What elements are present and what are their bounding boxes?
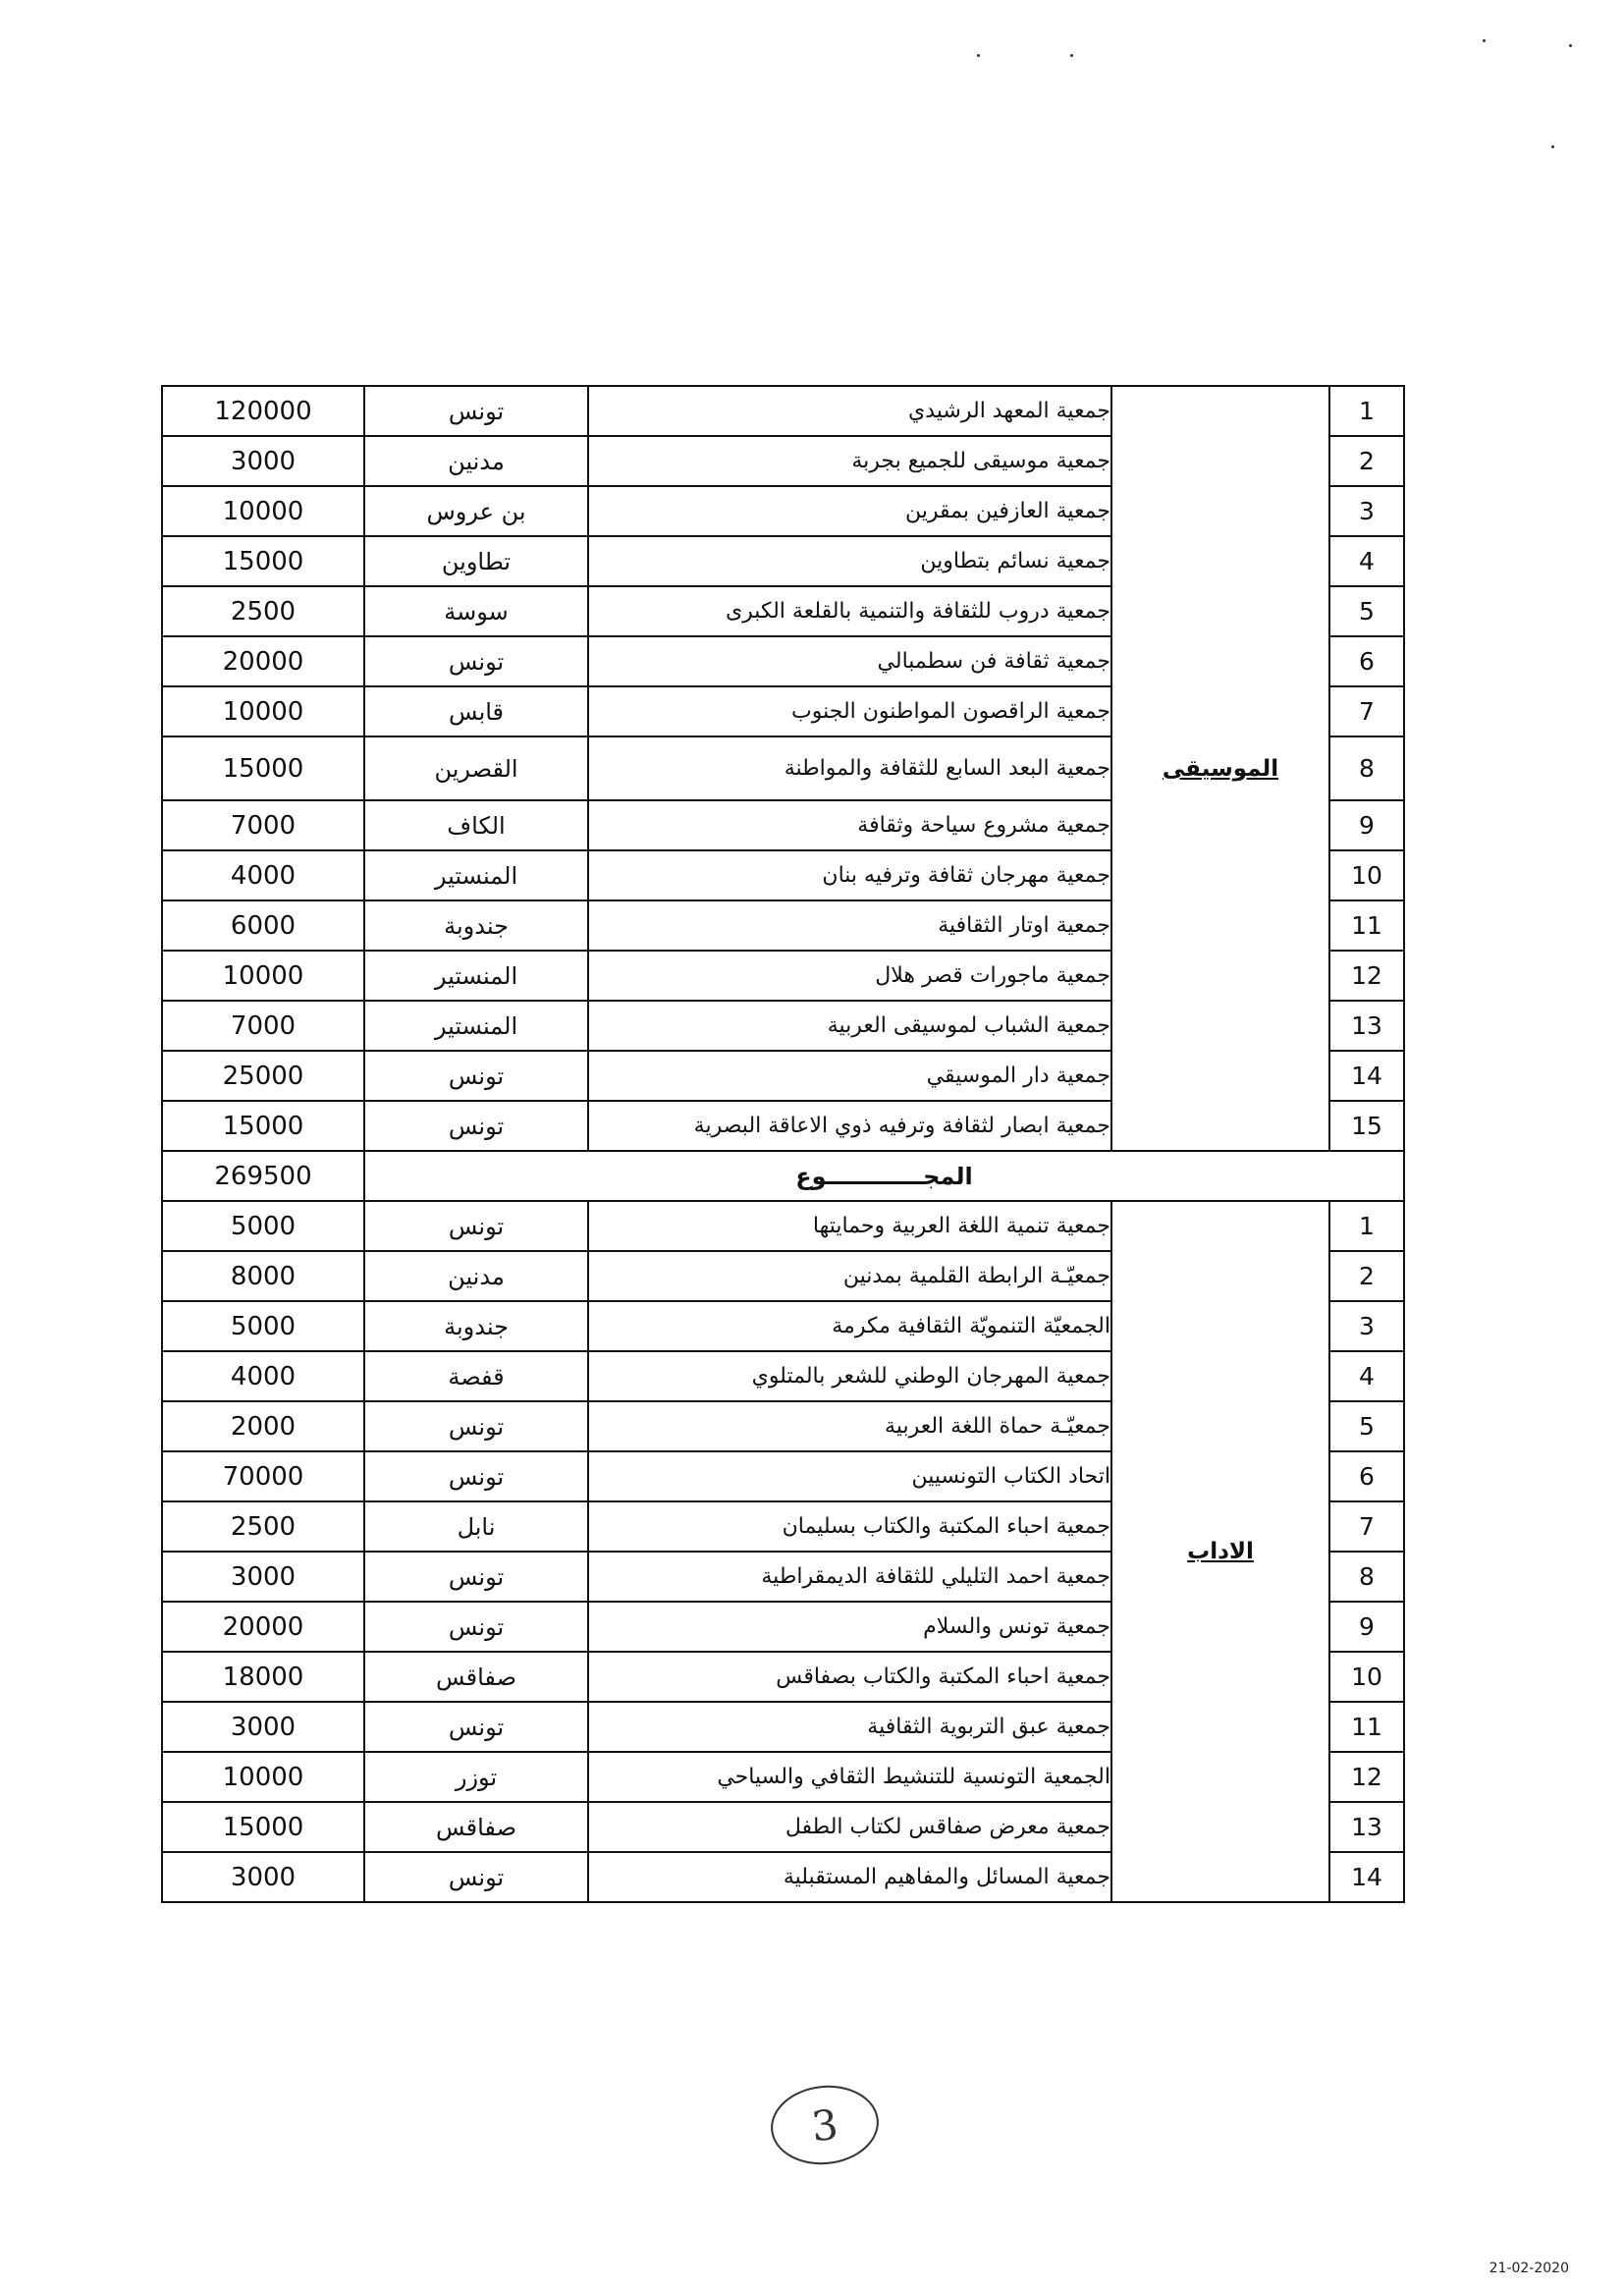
category-cell (1111, 386, 1329, 1151)
category-label: الموسيقى (1162, 755, 1279, 782)
association-name-cell: جمعية موسيقى للجميع بجربة (588, 436, 1111, 486)
governorate-cell: تونس (364, 1201, 588, 1251)
row-number-cell: 6 (1329, 1451, 1404, 1501)
governorate-cell: تونس (364, 1702, 588, 1752)
amount-cell: 7000 (162, 1001, 364, 1051)
association-name-cell: جمعية المسائل والمفاهيم المستقبلية (588, 1852, 1111, 1902)
amount-cell: 3000 (162, 1702, 364, 1752)
association-name-cell: جمعية ابصار لثقافة وترفيه ذوي الاعاقة البصرية (588, 1101, 1111, 1151)
row-number-cell: 10 (1329, 1652, 1404, 1702)
association-name-cell: جمعية عبق التربوية الثقافية (588, 1702, 1111, 1752)
row-number-cell: 4 (1329, 1351, 1404, 1401)
amount-cell: 4000 (162, 1351, 364, 1401)
row-number-cell: 8 (1329, 736, 1404, 800)
association-name-cell: جمعية البعد السابع للثقافة والمواطنة (588, 736, 1111, 800)
scan-speck (1483, 39, 1486, 42)
governorate-cell: صفاقس (364, 1652, 588, 1702)
amount-cell: 18000 (162, 1652, 364, 1702)
page-number: 3 (809, 2099, 840, 2151)
row-number-cell: 3 (1329, 1301, 1404, 1351)
row-number-cell: 7 (1329, 686, 1404, 736)
association-name-cell: جمعية اوتار الثقافية (588, 900, 1111, 951)
association-name-cell: جمعية دار الموسيقي (588, 1051, 1111, 1101)
amount-cell: 5000 (162, 1301, 364, 1351)
governorate-cell: المنستير (364, 850, 588, 900)
row-number-cell: 9 (1329, 800, 1404, 850)
association-name-cell: اتحاد الكتاب التونسيين (588, 1451, 1111, 1501)
amount-cell: 15000 (162, 536, 364, 586)
amount-cell: 6000 (162, 900, 364, 951)
association-name-cell: الجمعية التونسية للتنشيط الثقافي والسياحي (588, 1752, 1111, 1802)
amount-cell: 3000 (162, 1852, 364, 1902)
amount-cell: 70000 (162, 1451, 364, 1501)
amount-cell: 20000 (162, 1602, 364, 1652)
association-name-cell: جمعية ماجورات قصر هلال (588, 951, 1111, 1001)
governorate-cell: تونس (364, 1552, 588, 1602)
amount-cell: 10000 (162, 486, 364, 536)
governorate-cell: تطاوين (364, 536, 588, 586)
association-name-cell: جمعية المعهد الرشيدي (588, 386, 1111, 436)
amount-cell: 2000 (162, 1401, 364, 1451)
governorate-cell: مدنين (364, 436, 588, 486)
row-number-cell: 8 (1329, 1552, 1404, 1602)
total-amount-cell: 269500 (162, 1151, 364, 1201)
association-name-cell: جمعية الراقصون المواطنون الجنوب (588, 686, 1111, 736)
amount-cell: 10000 (162, 951, 364, 1001)
amount-cell: 25000 (162, 1051, 364, 1101)
governorate-cell: المنستير (364, 1001, 588, 1051)
association-name-cell: جمعية مشروع سياحة وثقافة (588, 800, 1111, 850)
row-number-cell: 13 (1329, 1802, 1404, 1852)
amount-cell: 15000 (162, 736, 364, 800)
amount-cell: 120000 (162, 386, 364, 436)
association-name-cell: جمعية المهرجان الوطني للشعر بالمتلوي (588, 1351, 1111, 1401)
association-name-cell: جمعية نسائم بتطاوين (588, 536, 1111, 586)
row-number-cell: 2 (1329, 436, 1404, 486)
governorate-cell: المنستير (364, 951, 588, 1001)
amount-cell: 3000 (162, 1552, 364, 1602)
association-name-cell: جمعية الشباب لموسيقى العربية (588, 1001, 1111, 1051)
governorate-cell: تونس (364, 386, 588, 436)
row-number-cell: 9 (1329, 1602, 1404, 1652)
scan-speck (1569, 44, 1572, 47)
category-label: الاداب (1187, 1539, 1254, 1564)
governorate-cell: تونس (364, 1602, 588, 1652)
row-number-cell: 7 (1329, 1501, 1404, 1552)
governorate-cell: تونس (364, 1451, 588, 1501)
association-name-cell: الجمعيّة التنمويّة الثقافية مكرمة (588, 1301, 1111, 1351)
row-number-cell: 12 (1329, 1752, 1404, 1802)
row-number-cell: 4 (1329, 536, 1404, 586)
row-number-cell: 3 (1329, 486, 1404, 536)
association-name-cell: جمعية ثقافة فن سطمبالي (588, 636, 1111, 686)
total-label-cell: المجــــــــــــوع (364, 1151, 1404, 1201)
table-row (162, 1201, 1404, 1251)
scan-speck (1551, 145, 1554, 148)
row-number-cell: 13 (1329, 1001, 1404, 1051)
association-name-cell: جمعيّـة الرابطة القلمية بمدنين (588, 1251, 1111, 1301)
amount-cell: 8000 (162, 1251, 364, 1301)
amount-cell: 10000 (162, 1752, 364, 1802)
row-number-cell: 14 (1329, 1051, 1404, 1101)
governorate-cell: الكاف (364, 800, 588, 850)
association-name-cell: جمعية العازفين بمقرين (588, 486, 1111, 536)
governorate-cell: سوسة (364, 586, 588, 636)
governorate-cell: تونس (364, 1101, 588, 1151)
amount-cell: 2500 (162, 586, 364, 636)
row-number-cell: 15 (1329, 1101, 1404, 1151)
governorate-cell: قابس (364, 686, 588, 736)
association-name-cell: جمعيّـة حماة اللغة العربية (588, 1401, 1111, 1451)
association-name-cell: جمعية دروب للثقافة والتنمية بالقلعة الكبرى (588, 586, 1111, 636)
table-row (162, 386, 1404, 436)
amount-cell: 10000 (162, 686, 364, 736)
governorate-cell: نابل (364, 1501, 588, 1552)
amount-cell: 2500 (162, 1501, 364, 1552)
row-number-cell: 6 (1329, 636, 1404, 686)
date-stamp: 21-02-2020 (1489, 2261, 1569, 2276)
page-number-stamp (767, 2080, 883, 2169)
governorate-cell: جندوبة (364, 900, 588, 951)
governorate-cell: تونس (364, 1051, 588, 1101)
association-name-cell: جمعية مهرجان ثقافة وترفيه بنان (588, 850, 1111, 900)
total-row (162, 1151, 1404, 1201)
governorate-cell: قفصة (364, 1351, 588, 1401)
row-number-cell: 2 (1329, 1251, 1404, 1301)
association-name-cell: جمعية معرض صفاقس لكتاب الطفل (588, 1802, 1111, 1852)
row-number-cell: 11 (1329, 1702, 1404, 1752)
association-name-cell: جمعية احمد التليلي للثقافة الديمقراطية (588, 1552, 1111, 1602)
category-cell (1111, 1201, 1329, 1902)
governorate-cell: تونس (364, 636, 588, 686)
amount-cell: 4000 (162, 850, 364, 900)
governorate-cell: مدنين (364, 1251, 588, 1301)
association-name-cell: جمعية تنمية اللغة العربية وحمايتها (588, 1201, 1111, 1251)
grant-table (161, 385, 1405, 1903)
row-number-cell: 5 (1329, 1401, 1404, 1451)
grant-table-body (162, 386, 1404, 1902)
row-number-cell: 1 (1329, 1201, 1404, 1251)
association-name-cell: جمعية تونس والسلام (588, 1602, 1111, 1652)
amount-cell: 3000 (162, 436, 364, 486)
row-number-cell: 10 (1329, 850, 1404, 900)
governorate-cell: تونس (364, 1401, 588, 1451)
governorate-cell: جندوبة (364, 1301, 588, 1351)
association-name-cell: جمعية احباء المكتبة والكتاب بسليمان (588, 1501, 1111, 1552)
scan-speck (1070, 54, 1073, 57)
row-number-cell: 1 (1329, 386, 1404, 436)
row-number-cell: 14 (1329, 1852, 1404, 1902)
governorate-cell: صفاقس (364, 1802, 588, 1852)
amount-cell: 15000 (162, 1802, 364, 1852)
governorate-cell: توزر (364, 1752, 588, 1802)
governorate-cell: القصرين (364, 736, 588, 800)
row-number-cell: 5 (1329, 586, 1404, 636)
governorate-cell: تونس (364, 1852, 588, 1902)
row-number-cell: 12 (1329, 951, 1404, 1001)
amount-cell: 15000 (162, 1101, 364, 1151)
amount-cell: 7000 (162, 800, 364, 850)
association-name-cell: جمعية احباء المكتبة والكتاب بصفاقس (588, 1652, 1111, 1702)
governorate-cell: بن عروس (364, 486, 588, 536)
amount-cell: 20000 (162, 636, 364, 686)
scan-speck (977, 54, 980, 57)
amount-cell: 5000 (162, 1201, 364, 1251)
row-number-cell: 11 (1329, 900, 1404, 951)
